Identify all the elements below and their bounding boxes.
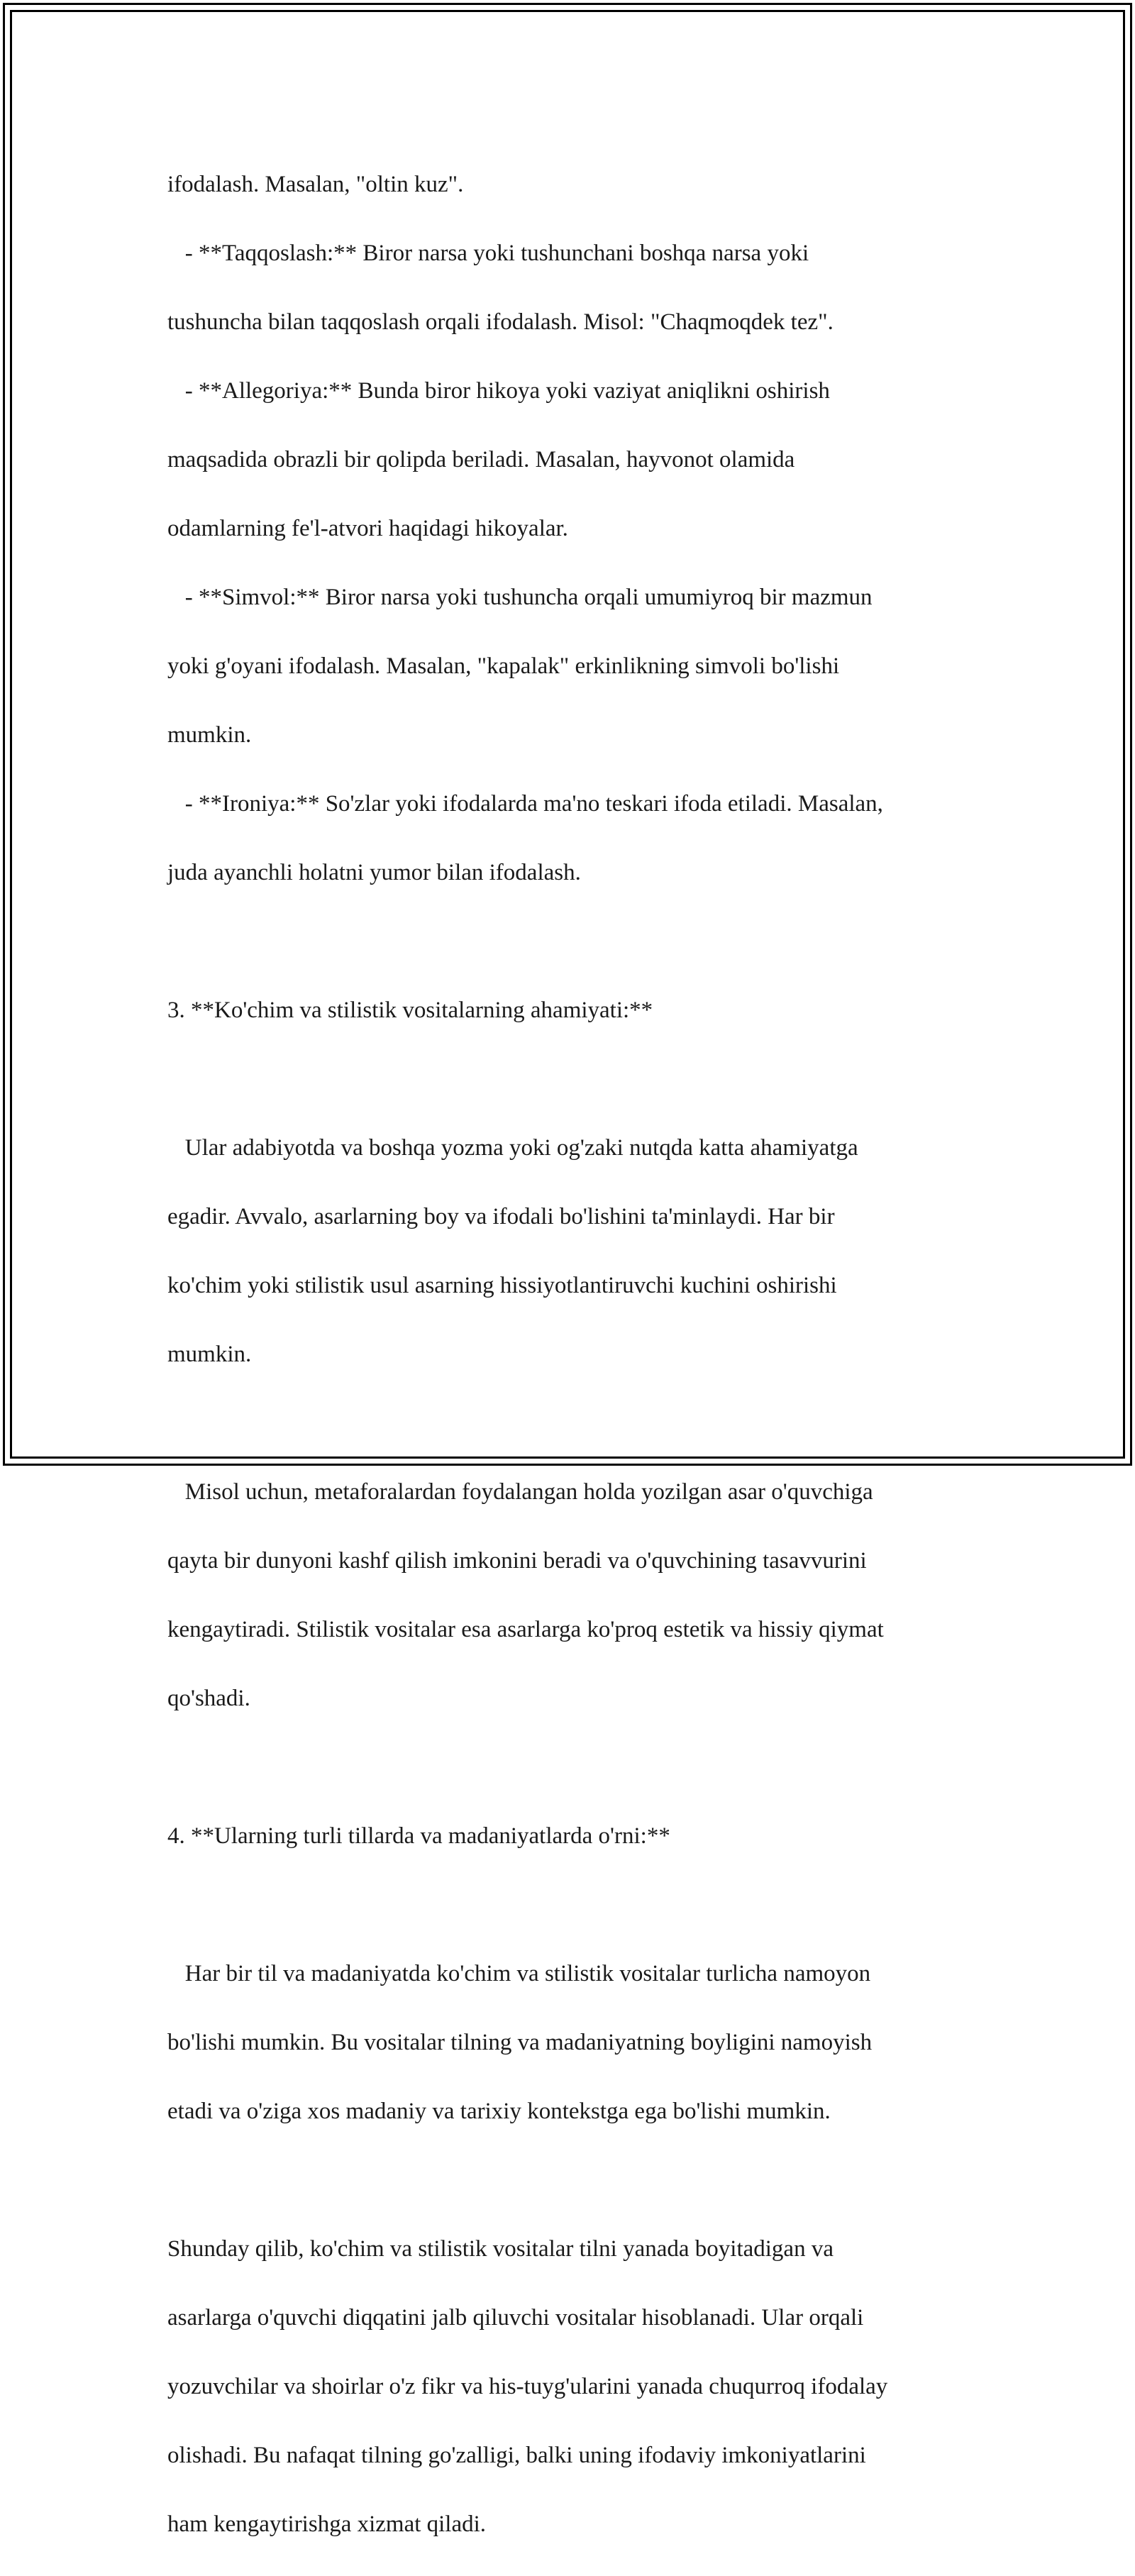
- text-line: - **Allegoriya:** Bunda biror hikoya yoki vaziyat aniqlikni oshirish: [167, 377, 830, 404]
- text-line: egadir. Avvalo, asarlarning boy va ifodali bo'lishini ta'minlaydi. Har bir: [167, 1203, 835, 1229]
- blank-line: [167, 1888, 990, 1923]
- text-line: yozuvchilar va shoirlar o'z fikr va his-tuyg'ularini yanada chuqurroq ifodalay: [167, 2373, 888, 2399]
- text-line: qo'shadi.: [167, 1685, 250, 1711]
- text-line: tushuncha bilan taqqoslash orqali ifodalash. Misol: "Chaqmoqdek tez".: [167, 309, 834, 335]
- text-line: mumkin.: [167, 1341, 252, 1367]
- document-body: [167, 133, 990, 2576]
- text-line: - **Simvol:** Biror narsa yoki tushuncha orqali umumiyroq bir mazmun: [167, 584, 873, 610]
- text-line: kengaytiradi. Stilistik vositalar esa asarlarga ko'proq estetik va hissiy qiymat: [167, 1616, 884, 1642]
- text-line: asarlarga o'quvchi diqqatini jalb qiluvchi vositalar hisoblanadi. Ular orqali: [167, 2304, 864, 2331]
- text-line: Ular adabiyotda va boshqa yozma yoki og'zaki nutqda katta ahamiyatga: [167, 1134, 858, 1161]
- text-line: Shunday qilib, ko'chim va stilistik vositalar tilni yanada boyitadigan va: [167, 2235, 834, 2262]
- text-line: yoki g'oyani ifodalash. Masalan, "kapalak" erkinlikning simvoli bo'lishi: [167, 653, 840, 679]
- blank-line: [167, 1406, 990, 1441]
- text-line: ko'chim yoki stilistik usul asarning hissiyotlantiruvchi kuchini oshirishi: [167, 1272, 837, 1298]
- blank-line: [167, 2163, 990, 2198]
- text-line: bo'lishi mumkin. Bu vositalar tilning va madaniyatning boyligini namoyish: [167, 2029, 873, 2055]
- text-line: ham kengaytirishga xizmat qiladi.: [167, 2511, 487, 2537]
- text-line: odamlarning fe'l-atvori haqidagi hikoyalar.: [167, 515, 568, 541]
- text-line: etadi va o'ziga xos madaniy va tarixiy kontekstga ega bo'lishi mumkin.: [167, 2098, 831, 2124]
- text-line: qayta bir dunyoni kashf qilish imkonini beradi va o'quvchining tasavvurini: [167, 1547, 867, 1574]
- blank-line: [167, 1750, 990, 1785]
- text-line: ifodalash. Masalan, "oltin kuz".: [167, 171, 464, 197]
- text-line: - **Ironiya:** So'zlar yoki ifodalarda ma'no teskari ifoda etiladi. Masalan,: [167, 790, 883, 817]
- text-line: - **Taqqoslash:** Biror narsa yoki tushunchani boshqa narsa yoki: [167, 240, 809, 266]
- section-heading: 4. **Ularning turli tillarda va madaniyatlarda o'rni:**: [167, 1823, 670, 1849]
- text-line: maqsadida obrazli bir qolipda beriladi. Masalan, hayvonot olamida: [167, 446, 795, 472]
- section-heading: 3. **Ko'chim va stilistik vositalarning ahamiyati:**: [167, 997, 653, 1023]
- text-line: mumkin.: [167, 722, 252, 748]
- text-line: Misol uchun, metaforalardan foydalangan holda yozilgan asar o'quvchiga: [167, 1478, 873, 1505]
- blank-line: [167, 1062, 990, 1097]
- text-line: juda ayanchli holatni yumor bilan ifodalash.: [167, 859, 581, 885]
- text-line: Har bir til va madaniyatda ko'chim va stilistik vositalar turlicha namoyon: [167, 1960, 871, 1986]
- text-line: olishadi. Bu nafaqat tilning go'zalligi, balki uning ifodaviy imkoniyatlarini: [167, 2442, 866, 2468]
- blank-line: [167, 924, 990, 959]
